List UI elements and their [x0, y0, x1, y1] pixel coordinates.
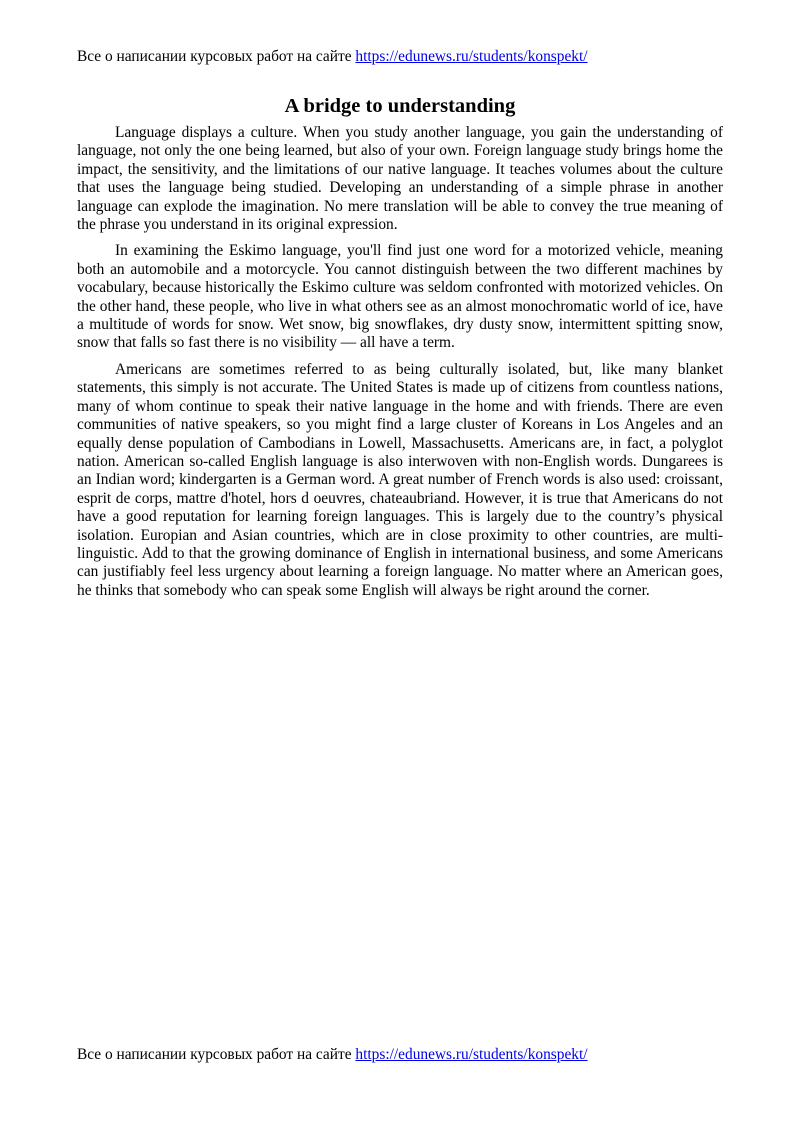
page-footer — [77, 1046, 723, 1064]
paragraph-2: In examining the Eskimo language, you'll find just one word for a motorized vehicle, meaning both an automobile and a motorcycle. You cannot distinguish between the two different machines by vocabulary, because historically the Eskimo culture was seldom confronted with motorized vehicles. On the other hand, these people, who live in what others see as an almost monochromatic world of ice, have a multitude of words for snow. Wet snow, big snowflakes, dry dusty snow, intermittent spitting snow, snow that falls so fast there is no visibility — all have a term. — [77, 242, 723, 352]
footer-text: Все о написании курсовых работ на сайте — [77, 1046, 356, 1063]
header-link[interactable]: https://edunews.ru/students/konspekt/ — [355, 48, 588, 65]
article-title: A bridge to understanding — [284, 95, 516, 117]
header-text: Все о написании курсовых работ на сайте — [77, 48, 356, 65]
paragraph-1: Language displays a culture. When you study another language, you gain the understanding of language, not only the one being learned, but also of your own. Foreign language study brings home the impact, the sensitivity, and the limitations of our native language. It teaches volumes about the culture that uses the language being studied. Developing an understanding of a simple phrase in another language can explode the imagination. No mere translation will be able to convey the true meaning of the phrase you understand in its original expression. — [77, 124, 723, 234]
page-header — [77, 48, 723, 66]
footer-link[interactable]: https://edunews.ru/students/konspekt/ — [355, 1046, 588, 1063]
paragraph-3: Americans are sometimes referred to as being culturally isolated, but, like many blanket statements, this simply is not accurate. The United States is made up of citizens from countless nations, many of whom continue to speak their native language in the home and with friends. There are even communities of native speakers, so you might find a large cluster of Koreans in Los Angeles and an equally dense population of Cambodians in Lowell, Massachusetts. Americans are, in fact, a polyglot nation. American so-called English language is also interwoven with non-English words. Dungarees is an Indian word; kindergarten is a German word. A great number of French words is also used: croissant, esprit de corps, mattre d'hotel, hors d oeuvres, chateaubriand. However, it is true that Americans do not have a good reputation for learning foreign languages. This is largely due to the country’s physical isolation. Europian and Asian countries, which are in close proximity to other countries, are multi-linguistic. Add to that the growing dominance of English in international business, and some Americans can justifiably feel less urgency about learning a foreign language. No matter where an American goes, he thinks that somebody who can speak some English will always be right around the corner. — [77, 360, 723, 599]
article — [77, 94, 723, 608]
